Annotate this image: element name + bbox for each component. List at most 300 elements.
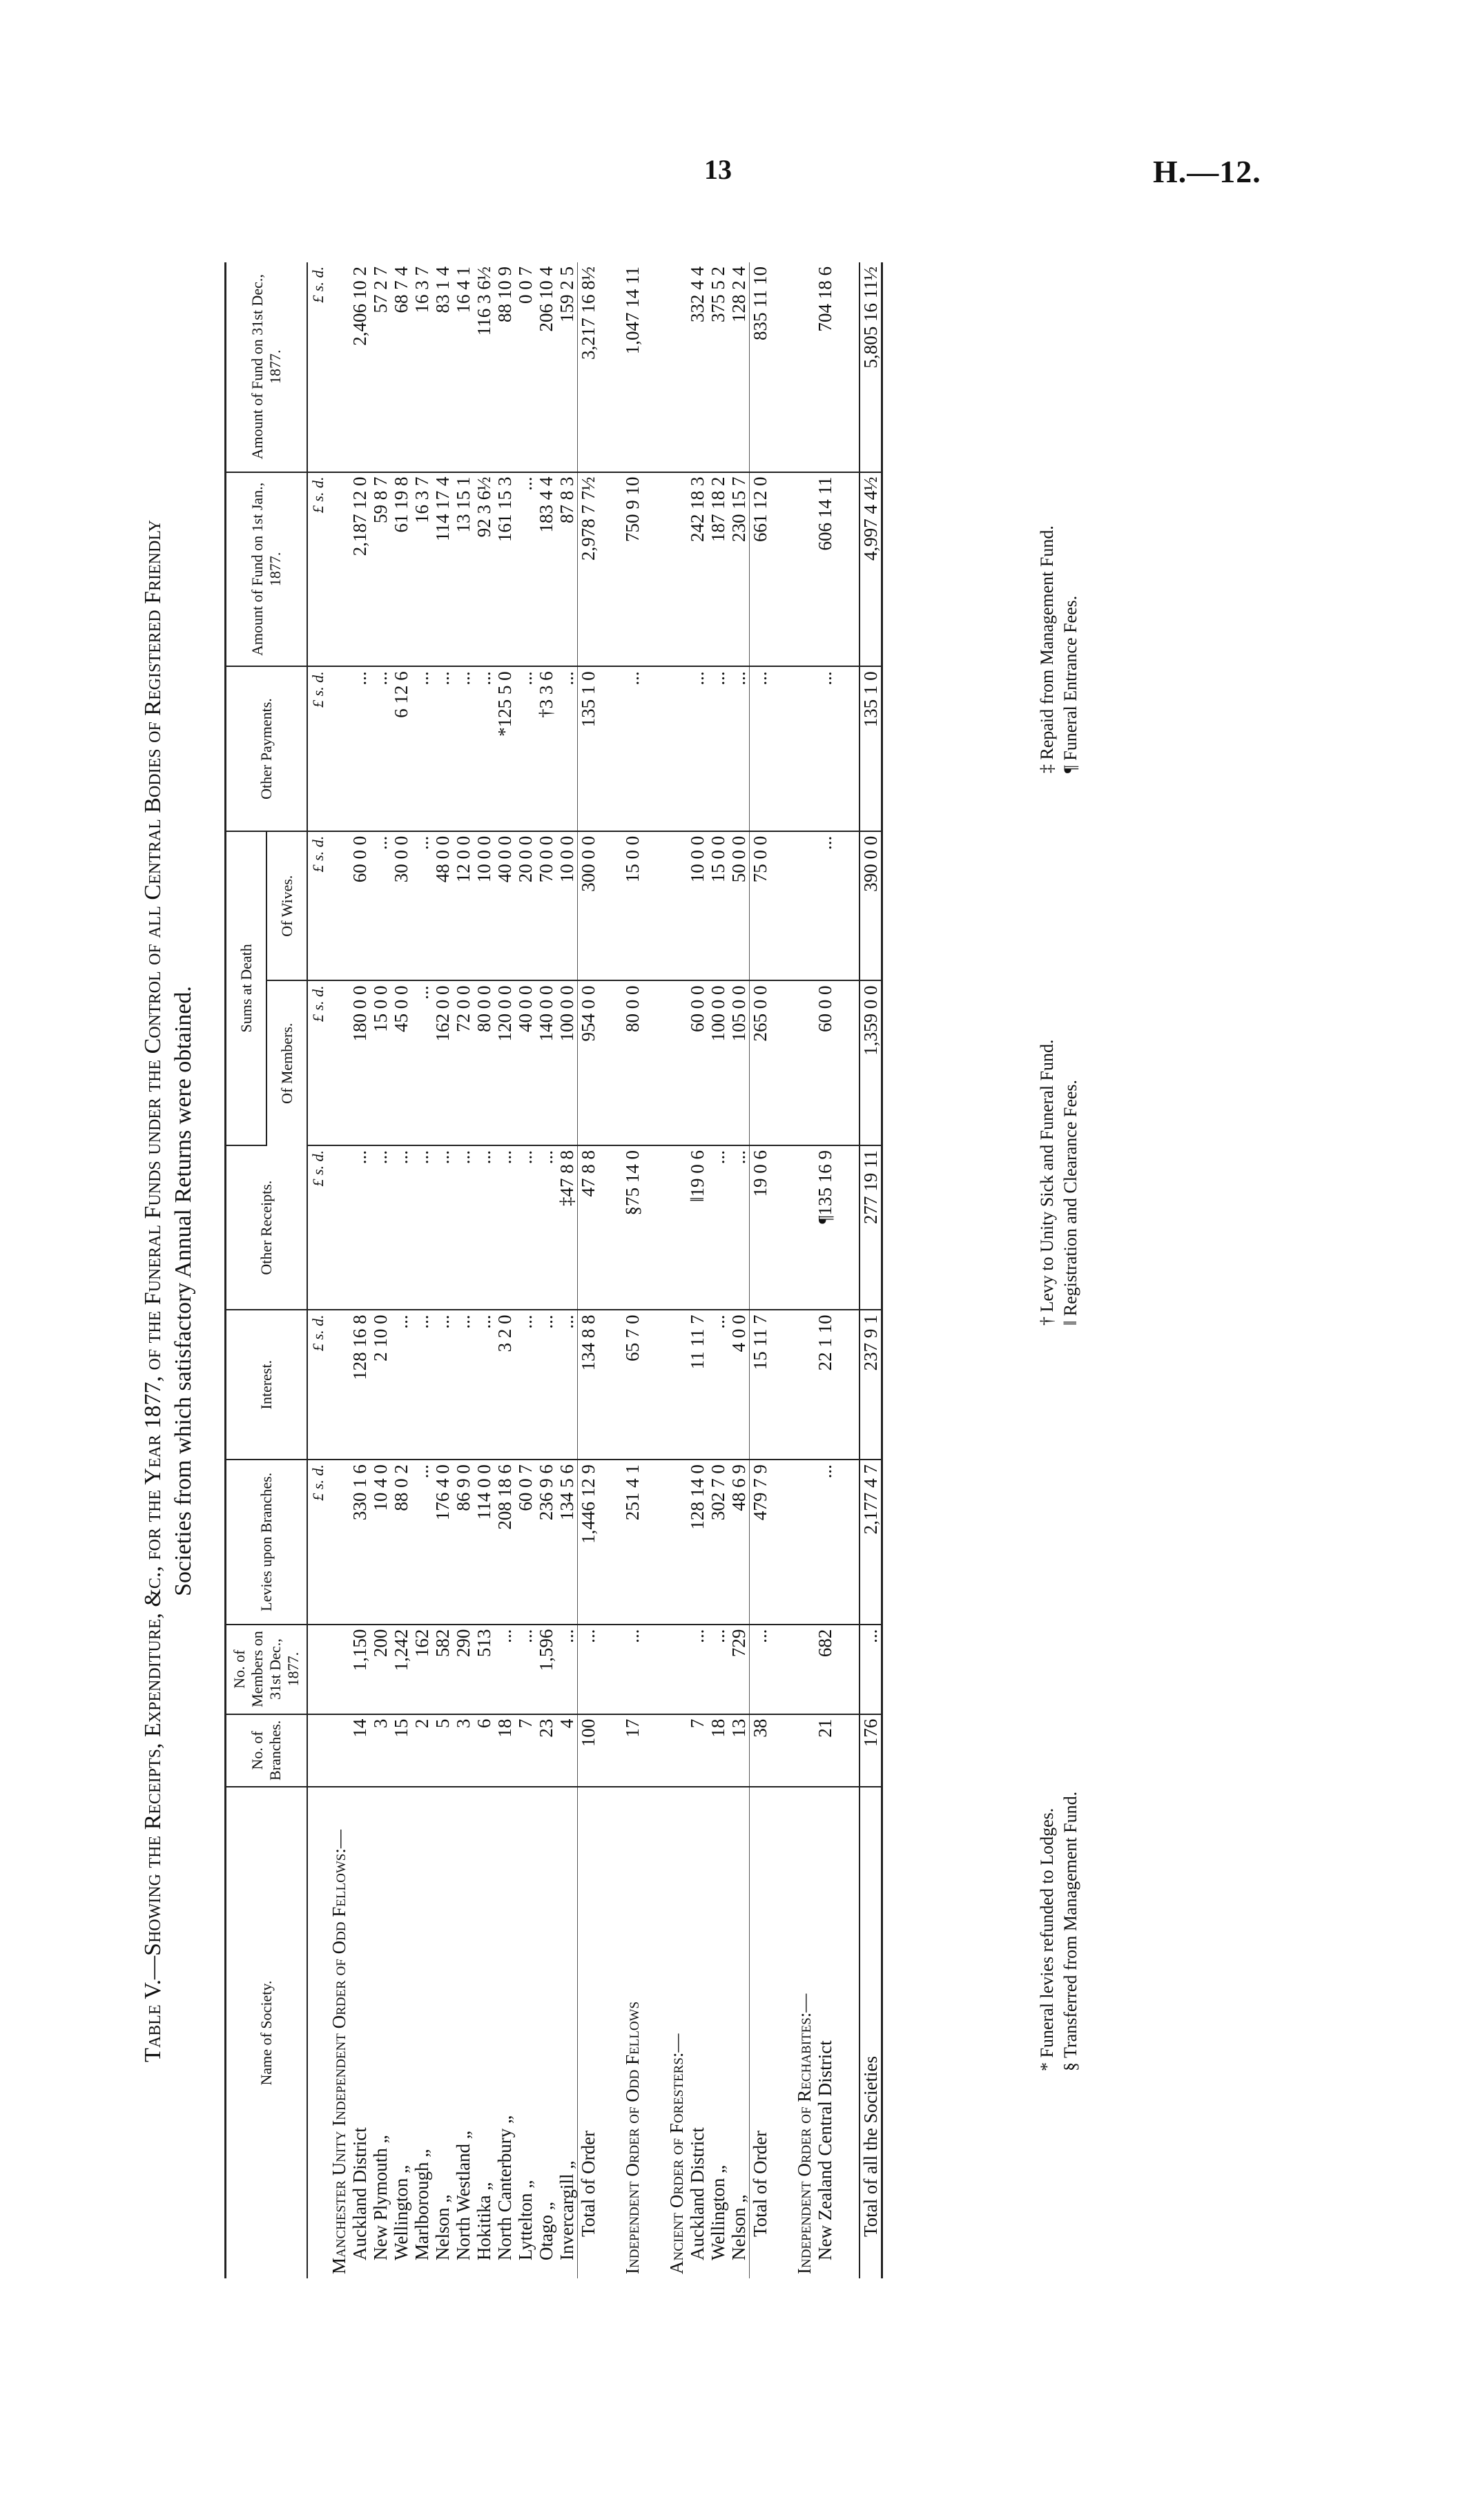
empty-cell	[794, 666, 815, 831]
cell-levies: 251 4 1	[622, 1460, 643, 1624]
cell-other: ...	[391, 1145, 411, 1310]
col-header-other-payments: Other Payments.	[226, 666, 308, 831]
cell-fund-dec: 128 2 4	[728, 262, 750, 472]
cell-interest: 2 10 0	[370, 1310, 391, 1460]
cell-other-pay: 135 1 0	[578, 666, 599, 831]
cell-branches: 3	[370, 1714, 391, 1787]
society-name-cell: Wellington „	[391, 2164, 411, 2260]
empty-cell	[666, 831, 687, 981]
cell-of-wives: 15 0 0	[708, 831, 728, 981]
cell-members: ...	[622, 1625, 643, 1714]
cell-of-wives: 390 0 0	[860, 831, 882, 981]
cell-levies: 1,446 12 9	[578, 1460, 599, 1624]
col-header-sums-at-death: Sums at Death	[226, 831, 267, 1145]
society-row	[815, 262, 835, 2278]
cell-of-members: 180 0 0	[349, 981, 370, 1145]
empty-cell	[329, 262, 349, 472]
cell-members: 290	[453, 1625, 474, 1714]
cell-members: ...	[687, 1625, 708, 1714]
cell-interest: 128 16 8	[349, 1310, 370, 1460]
cell-members	[770, 1625, 794, 1714]
cell-fund-dec	[770, 262, 794, 472]
cell-members	[599, 1625, 622, 1714]
cell-other-pay: ...	[708, 666, 728, 831]
society-row	[474, 262, 494, 2278]
society-name-cell: Marlborough „	[411, 2149, 432, 2260]
cell-members: 1,150	[349, 1625, 370, 1714]
cell-other: ...	[370, 1145, 391, 1310]
units-other-receipts: £ s. d.	[307, 1145, 329, 1310]
currency-units-row	[307, 262, 329, 2278]
society-name-cell: Auckland District	[687, 2127, 708, 2260]
society-name-cell: New Plymouth „	[370, 2135, 391, 2260]
cell-fund-jan: 2,978 7 7½	[578, 472, 599, 667]
cell-branches: 7	[687, 1714, 708, 1787]
cell-of-members	[643, 981, 666, 1145]
cell-of-wives: 50 0 0	[728, 831, 750, 981]
cell-other-pay: ...	[453, 666, 474, 831]
cell-other: ...	[536, 1145, 556, 1310]
society-name-cell	[599, 1787, 622, 2278]
order-total-row	[578, 262, 599, 2278]
cell-fund-jan: 606 14 11	[815, 472, 835, 667]
cell-of-members: 265 0 0	[750, 981, 771, 1145]
cell-fund-jan: 2,187 12 0	[349, 472, 370, 667]
cell-other	[835, 1145, 860, 1310]
cell-of-wives: 10 0 0	[687, 831, 708, 981]
empty-cell	[666, 262, 687, 472]
cell-interest	[835, 1310, 860, 1460]
empty-cell	[794, 831, 815, 981]
cell-of-wives: 12 0 0	[453, 831, 474, 981]
cell-other-pay: ...	[750, 666, 771, 831]
society-name-cell: Invercargill „	[556, 2160, 577, 2260]
cell-levies: 86 9 0	[453, 1460, 474, 1624]
cell-levies	[599, 1460, 622, 1624]
cell-of-members: 954 0 0	[578, 981, 599, 1145]
cell-of-wives: 60 0 0	[349, 831, 370, 981]
grand-total-row	[860, 262, 882, 2278]
cell-other-pay: 135 1 0	[860, 666, 882, 831]
cell-of-wives: 30 0 0	[391, 831, 411, 981]
cell-fund-dec: 1,047 14 11	[622, 262, 643, 472]
cell-fund-dec	[599, 262, 622, 472]
cell-members: 162	[411, 1625, 432, 1714]
cell-branches	[599, 1714, 622, 1787]
units-other-payments: £ s. d.	[307, 666, 329, 831]
col-header-fund-dec: Amount of Fund on 31st Dec., 1877.	[226, 262, 308, 472]
society-name-cell: Total of Order	[750, 1787, 771, 2278]
cell-levies: 208 18 6	[494, 1460, 515, 1624]
cell-interest: 65 7 0	[622, 1310, 643, 1460]
footnote: * Funeral levies refunded to Lodges.	[1037, 1807, 1057, 2071]
cell-other-pay: ...	[515, 666, 536, 831]
cell-branches: 7	[515, 1714, 536, 1787]
cell-branches: 13	[728, 1714, 750, 1787]
cell-members: ...	[578, 1625, 599, 1714]
cell-branches	[835, 1714, 860, 1787]
society-name-cell: North Westland „	[453, 2131, 474, 2260]
cell-interest: ...	[708, 1310, 728, 1460]
society-row	[370, 262, 391, 2278]
cell-other-pay: ...	[815, 666, 835, 831]
cell-branches	[643, 1714, 666, 1787]
cell-fund-dec: 5,805 16 11½	[860, 262, 882, 472]
cell-of-wives	[599, 831, 622, 981]
footnote: ¶ Funeral Entrance Fees.	[1060, 595, 1080, 773]
empty-cell	[329, 1625, 349, 1714]
cell-fund-dec: 57 2 7	[370, 262, 391, 472]
cell-fund-dec: 835 11 10	[750, 262, 771, 472]
cell-other: ...	[494, 1145, 515, 1310]
empty-cell	[794, 1145, 815, 1310]
empty-cell	[794, 472, 815, 667]
cell-members	[835, 1625, 860, 1714]
cell-other-pay: ...	[556, 666, 578, 831]
cell-interest: ...	[411, 1310, 432, 1460]
cell-other-pay: 6 12 6	[391, 666, 411, 831]
cell-interest: ...	[536, 1310, 556, 1460]
empty-cell	[794, 1310, 815, 1460]
cell-fund-jan: 661 12 0	[750, 472, 771, 667]
cell-of-members: 162 0 0	[432, 981, 453, 1145]
cell-fund-dec: 68 7 4	[391, 262, 411, 472]
cell-branches: 18	[494, 1714, 515, 1787]
cell-fund-jan: 59 8 7	[370, 472, 391, 667]
footnote: † Levy to Unity Sick and Funeral Fund.	[1037, 1039, 1057, 1326]
empty-cell	[666, 1625, 687, 1714]
cell-interest: 15 11 7	[750, 1310, 771, 1460]
cell-of-members: 100 0 0	[556, 981, 578, 1145]
cell-fund-dec: 206 10 4	[536, 262, 556, 472]
cell-of-members: ...	[411, 981, 432, 1145]
cell-branches: 18	[708, 1714, 728, 1787]
empty-cell	[666, 1460, 687, 1624]
cell-members: ...	[750, 1625, 771, 1714]
group-heading-row	[794, 262, 815, 2278]
society-name-cell: Nelson „	[728, 2194, 749, 2260]
society-name-cell	[643, 1787, 666, 2278]
cell-fund-jan: 4,997 4 4½	[860, 472, 882, 667]
cell-branches: 100	[578, 1714, 599, 1787]
table-label: Table V.	[140, 1979, 166, 2062]
group-heading: Ancient Order of Foresters:—	[666, 2033, 687, 2274]
cell-other: ‡47 8 8	[556, 1145, 578, 1310]
cell-other: ...	[708, 1145, 728, 1310]
society-name-cell	[770, 1787, 794, 2278]
cell-of-members: 40 0 0	[515, 981, 536, 1145]
cell-members	[643, 1625, 666, 1714]
cell-of-members: 105 0 0	[728, 981, 750, 1145]
cell-fund-jan: 242 18 3	[687, 472, 708, 667]
cell-levies: 128 14 0	[687, 1460, 708, 1624]
empty-cell	[666, 472, 687, 667]
cell-of-wives: 15 0 0	[622, 831, 643, 981]
empty-cell	[794, 1460, 815, 1624]
cell-fund-dec: 88 10 9	[494, 262, 515, 472]
cell-fund-dec	[835, 262, 860, 472]
cell-interest: ...	[474, 1310, 494, 1460]
cell-fund-dec: 2,406 10 2	[349, 262, 370, 472]
society-row	[515, 262, 536, 2278]
cell-fund-jan	[770, 472, 794, 667]
document-reference: H.—12.	[1153, 154, 1261, 189]
cell-interest: ...	[453, 1310, 474, 1460]
society-row	[494, 262, 515, 2278]
cell-of-wives: 75 0 0	[750, 831, 771, 981]
cell-of-wives: 70 0 0	[536, 831, 556, 981]
cell-of-wives	[643, 831, 666, 981]
cell-of-wives: 40 0 0	[494, 831, 515, 981]
cell-of-wives: ...	[370, 831, 391, 981]
cell-of-members: 1,359 0 0	[860, 981, 882, 1145]
footnote: ‡ Repaid from Management Fund.	[1037, 525, 1057, 773]
cell-other: §75 14 0	[622, 1145, 643, 1310]
empty-cell	[666, 1145, 687, 1310]
empty-cell	[329, 1460, 349, 1624]
cell-members: 582	[432, 1625, 453, 1714]
society-row	[453, 262, 474, 2278]
cell-interest: 11 11 7	[687, 1310, 708, 1460]
empty-cell	[329, 981, 349, 1145]
units-of-members: £ s. d.	[307, 981, 329, 1145]
cell-of-members: 100 0 0	[708, 981, 728, 1145]
cell-of-members	[835, 981, 860, 1145]
cell-other-pay	[643, 666, 666, 831]
empty-cell	[666, 1714, 687, 1787]
cell-branches: 6	[474, 1714, 494, 1787]
cell-interest: ...	[556, 1310, 578, 1460]
group-heading: Independent Order of Rechabites:—	[794, 1993, 815, 2274]
cell-fund-jan	[835, 472, 860, 667]
cell-other: 277 19 11	[860, 1145, 882, 1310]
cell-fund-jan: 230 15 7	[728, 472, 750, 667]
col-header-levies: Levies upon Branches.	[226, 1460, 308, 1624]
cell-other-pay: ...	[728, 666, 750, 831]
cell-of-members: 120 0 0	[494, 981, 515, 1145]
cell-interest: 134 8 8	[578, 1310, 599, 1460]
society-name-cell: New Zealand Central District	[815, 2040, 835, 2260]
empty-cell	[666, 981, 687, 1145]
society-row	[687, 262, 708, 2278]
cell-other-pay: ...	[622, 666, 643, 831]
cell-other	[770, 1145, 794, 1310]
cell-fund-jan: ...	[515, 472, 536, 667]
society-name-cell: Otago „	[536, 2202, 556, 2260]
col-header-fund-jan: Amount of Fund on 1st Jan., 1877.	[226, 472, 308, 667]
group-heading-row	[329, 262, 349, 2278]
cell-of-wives	[770, 831, 794, 981]
cell-levies	[643, 1460, 666, 1624]
cell-members: 1,242	[391, 1625, 411, 1714]
cell-other-pay: ...	[687, 666, 708, 831]
empty-cell	[666, 666, 687, 831]
cell-fund-jan: 87 8 3	[556, 472, 578, 667]
units-of-wives: £ s. d.	[307, 831, 329, 981]
society-name-cell	[835, 1787, 860, 2278]
cell-branches: 17	[622, 1714, 643, 1787]
empty-cell	[329, 1714, 349, 1787]
col-header-members: No. of Members on 31st Dec., 1877.	[226, 1625, 308, 1714]
title-line-2: Societies from which satisfactory Annual Returns were obtained.	[171, 986, 196, 1596]
cell-levies: 302 7 0	[708, 1460, 728, 1624]
cell-interest: 22 1 10	[815, 1310, 835, 1460]
cell-levies: 330 1 6	[349, 1460, 370, 1624]
cell-members: 1,596	[536, 1625, 556, 1714]
col-header-interest: Interest.	[226, 1310, 308, 1460]
cell-of-members: 45 0 0	[391, 981, 411, 1145]
cell-interest: ...	[391, 1310, 411, 1460]
cell-fund-dec	[643, 262, 666, 472]
cell-branches: 14	[349, 1714, 370, 1787]
cell-of-wives	[835, 831, 860, 981]
cell-of-wives: ...	[411, 831, 432, 981]
cell-of-members: 80 0 0	[622, 981, 643, 1145]
cell-branches: 4	[556, 1714, 578, 1787]
cell-branches: 38	[750, 1714, 771, 1787]
funeral-funds-table	[224, 262, 883, 2278]
cell-members: 729	[728, 1625, 750, 1714]
cell-other-pay	[599, 666, 622, 831]
order-total-row	[750, 262, 771, 2278]
society-name-cell: North Canterbury „	[494, 2115, 515, 2260]
cell-fund-dec: 3,217 16 8½	[578, 262, 599, 472]
cell-interest: ...	[515, 1310, 536, 1460]
cell-interest: 237 9 1	[860, 1310, 882, 1460]
cell-fund-jan: 161 15 3	[494, 472, 515, 667]
empty-cell	[794, 981, 815, 1145]
cell-interest: 4 0 0	[728, 1310, 750, 1460]
cell-levies: ...	[815, 1460, 835, 1624]
cell-other-pay: ...	[432, 666, 453, 831]
cell-other-pay	[770, 666, 794, 831]
cell-levies: 236 9 6	[536, 1460, 556, 1624]
cell-other: ‖19 0 6	[687, 1145, 708, 1310]
cell-fund-jan: 92 3 6½	[474, 472, 494, 667]
cell-of-wives: 48 0 0	[432, 831, 453, 981]
cell-branches: 5	[432, 1714, 453, 1787]
cell-other: ...	[728, 1145, 750, 1310]
cell-other: 47 8 8	[578, 1145, 599, 1310]
society-name-cell: Total of all the Societies	[860, 1787, 882, 2278]
cell-members: ...	[708, 1625, 728, 1714]
cell-other	[599, 1145, 622, 1310]
cell-other-pay: ...	[474, 666, 494, 831]
cell-levies: 88 0 2	[391, 1460, 411, 1624]
cell-fund-jan: 16 3 7	[411, 472, 432, 667]
society-row	[432, 262, 453, 2278]
cell-other-pay: *125 5 0	[494, 666, 515, 831]
society-row	[728, 262, 750, 2278]
cell-fund-jan: 114 17 4	[432, 472, 453, 667]
cell-of-members: 72 0 0	[453, 981, 474, 1145]
cell-fund-dec: 704 18 6	[815, 262, 835, 472]
rotated-table-sheet	[138, 221, 1146, 2361]
society-row	[411, 262, 432, 2278]
society-name-cell: Wellington „	[708, 2164, 728, 2260]
cell-levies: ...	[411, 1460, 432, 1624]
empty-cell	[329, 472, 349, 667]
cell-fund-dec: 16 4 1	[453, 262, 474, 472]
cell-fund-dec: 332 4 4	[687, 262, 708, 472]
units-interest: £ s. d.	[307, 1310, 329, 1460]
cell-other-pay: †3 3 6	[536, 666, 556, 831]
cell-levies: 114 0 0	[474, 1460, 494, 1624]
cell-interest	[770, 1310, 794, 1460]
cell-levies: 176 4 0	[432, 1460, 453, 1624]
cell-of-members: 140 0 0	[536, 981, 556, 1145]
cell-branches	[770, 1714, 794, 1787]
cell-members: ...	[515, 1625, 536, 1714]
cell-members: 682	[815, 1625, 835, 1714]
cell-fund-dec: 83 1 4	[432, 262, 453, 472]
spacer-row	[835, 262, 860, 2278]
spacer-row	[599, 262, 622, 2278]
cell-of-wives: 10 0 0	[556, 831, 578, 981]
cell-other: ...	[349, 1145, 370, 1310]
cell-levies: 60 0 7	[515, 1460, 536, 1624]
cell-other-pay: ...	[349, 666, 370, 831]
footnotes-col-1	[1036, 1792, 1082, 2071]
cell-fund-jan: 61 19 8	[391, 472, 411, 667]
cell-branches: 2	[411, 1714, 432, 1787]
col-header-name: Name of Society.	[226, 1787, 308, 2278]
cell-fund-jan: 183 4 4	[536, 472, 556, 667]
cell-levies	[835, 1460, 860, 1624]
cell-other: ...	[453, 1145, 474, 1310]
footnote: ‖ Registration and Clearance Fees.	[1060, 1079, 1080, 1326]
cell-other: 19 0 6	[750, 1145, 771, 1310]
units-fund-jan: £ s. d.	[307, 472, 329, 667]
cell-branches: 21	[815, 1714, 835, 1787]
society-row	[708, 262, 728, 2278]
footnotes-col-3	[1036, 525, 1082, 773]
group-heading: Manchester Unity Independent Order of Odd Fellows:—	[329, 1830, 349, 2274]
cell-of-members	[599, 981, 622, 1145]
footnote: § Transferred from Management Fund.	[1060, 1791, 1080, 2071]
cell-interest: ...	[432, 1310, 453, 1460]
cell-other: ...	[474, 1145, 494, 1310]
empty-cell	[794, 1625, 815, 1714]
cell-fund-jan: 187 18 2	[708, 472, 728, 667]
cell-of-members	[770, 981, 794, 1145]
cell-interest: 3 2 0	[494, 1310, 515, 1460]
col-header-branches: No. of Branches.	[226, 1714, 308, 1787]
cell-fund-jan	[643, 472, 666, 667]
society-name-cell: Auckland District	[349, 2127, 370, 2260]
cell-members: ...	[494, 1625, 515, 1714]
empty-cell	[794, 262, 815, 472]
cell-of-members: 60 0 0	[687, 981, 708, 1145]
cell-fund-dec: 159 2 5	[556, 262, 578, 472]
cell-interest	[643, 1310, 666, 1460]
society-name-cell: Lyttelton „	[515, 2180, 536, 2260]
cell-branches: 176	[860, 1714, 882, 1787]
cell-fund-dec: 375 5 2	[708, 262, 728, 472]
cell-other-pay: ...	[411, 666, 432, 831]
empty-cell	[329, 1145, 349, 1310]
cell-members: 200	[370, 1625, 391, 1714]
cell-of-members: 15 0 0	[370, 981, 391, 1145]
society-name-cell: Total of Order	[578, 1787, 599, 2278]
cell-fund-jan: 750 9 10	[622, 472, 643, 667]
cell-levies: 479 7 9	[750, 1460, 771, 1624]
society-name-cell: Hokitika „	[474, 2182, 494, 2260]
col-header-of-wives: Of Wives.	[266, 831, 307, 981]
cell-fund-dec: 116 3 6½	[474, 262, 494, 472]
table-title	[138, 221, 199, 2361]
cell-branches: 15	[391, 1714, 411, 1787]
